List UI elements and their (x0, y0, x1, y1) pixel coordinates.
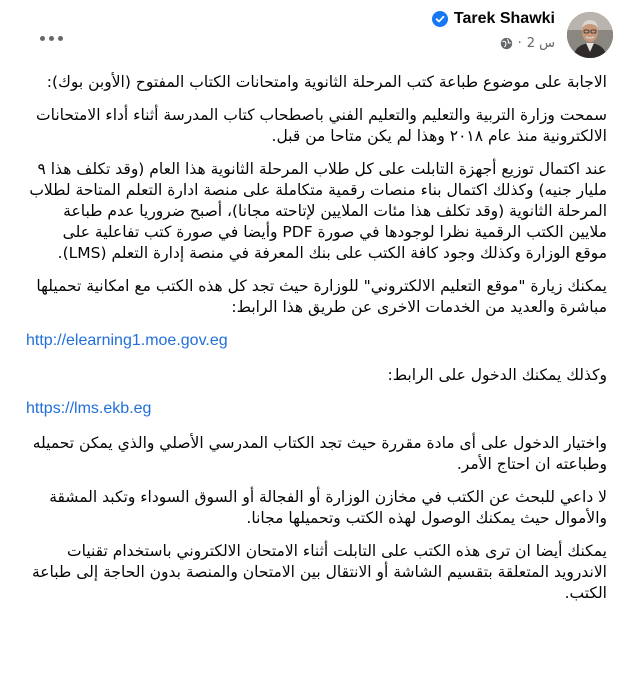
elearning-link[interactable]: http://elearning1.moe.gov.eg (26, 332, 228, 349)
post-content (26, 72, 607, 616)
post-paragraph: لا داعي للبحث عن الكتب في مخازن الوزارة أو الفجالة أو السوق السوداء وتكبد المشقة والأموال حيث يمكنك الوصول لهذه الكتب وتحميلها مجانا. (49, 488, 607, 527)
post-header (0, 0, 629, 70)
more-options-dot (58, 36, 63, 41)
post-paragraph: وكذلك يمكنك الدخول على الرابط: (387, 366, 607, 384)
avatar[interactable] (567, 12, 613, 58)
meta-separator: · (517, 36, 522, 51)
post-paragraph: عند اكتمال توزيع أجهزة التابلت على كل طلاب المرحلة الثانوية هذا العام (وقد تكلف هذا ٩ مليار جنيه) وكذلك اكتمال بناء منصات رقمية متكاملة على منصة ادارة التعلم المتاحة لطلاب المرحلة الثانوية (وقد تكلف هذا مئات الملايين لإتاحته مجانا)، أصبح ضروريا عدم طباعة ملايين الكتب الرقمية نظرا لوجودها في صورة PDF وأيضا في صورة كتب تفاعلية على موقع الوزارة وكذلك وجود كافة الكتب على بنك المعرفة في منصة إدارة التعلم (LMS). (29, 160, 607, 262)
post-paragraph: الاجابة على موضوع طباعة كتب المرحلة الثانوية وامتحانات الكتاب المفتوح (الأوبن بوك): (46, 73, 607, 91)
post-meta (432, 36, 555, 51)
lms-link[interactable]: https://lms.ekb.eg (26, 400, 152, 417)
post-paragraph: واختيار الدخول على أى مادة مقررة حيث تجد الكتاب المدرسي الأصلي والذي يمكن تحميله وطباعته ان احتاج الأمر. (32, 434, 607, 473)
post-paragraph: يمكنك أيضا ان ترى هذه الكتب على التابلت أثناء الامتحان الالكتروني باستخدام تقنيات الاندرويد المتعلقة بتقسيم الشاشة أو الانتقال بين الامتحان والمنصة بدون الحاجة إلى طباعة الكتب. (32, 542, 607, 602)
post-paragraph: يمكنك زيارة "موقع التعليم الالكتروني" للوزارة حيث تجد كل هذه الكتب مع امكانية تحميلها مباشرة والعديد من الخدمات الاخرى عن طريق هذا الرابط: (36, 277, 607, 316)
post-timestamp[interactable]: 2 س (526, 36, 555, 51)
author-name[interactable]: Tarek Shawki (453, 10, 555, 27)
globe-icon[interactable] (500, 37, 513, 50)
avatar-image (567, 12, 613, 58)
post-paragraph: سمحت وزارة التربية والتعليم والتعليم الفني باصطحاب كتاب المدرسة أثناء أداء الامتحانات الالكترونية منذ عام ٢٠١٨ وهذا لم يكن متاحا من قبل. (36, 106, 607, 145)
more-options-dot (49, 36, 54, 41)
more-options-button[interactable] (36, 28, 66, 48)
verified-badge-icon (432, 11, 448, 27)
author-line (432, 10, 555, 28)
more-options-icon (40, 36, 45, 41)
author-block (432, 10, 555, 51)
